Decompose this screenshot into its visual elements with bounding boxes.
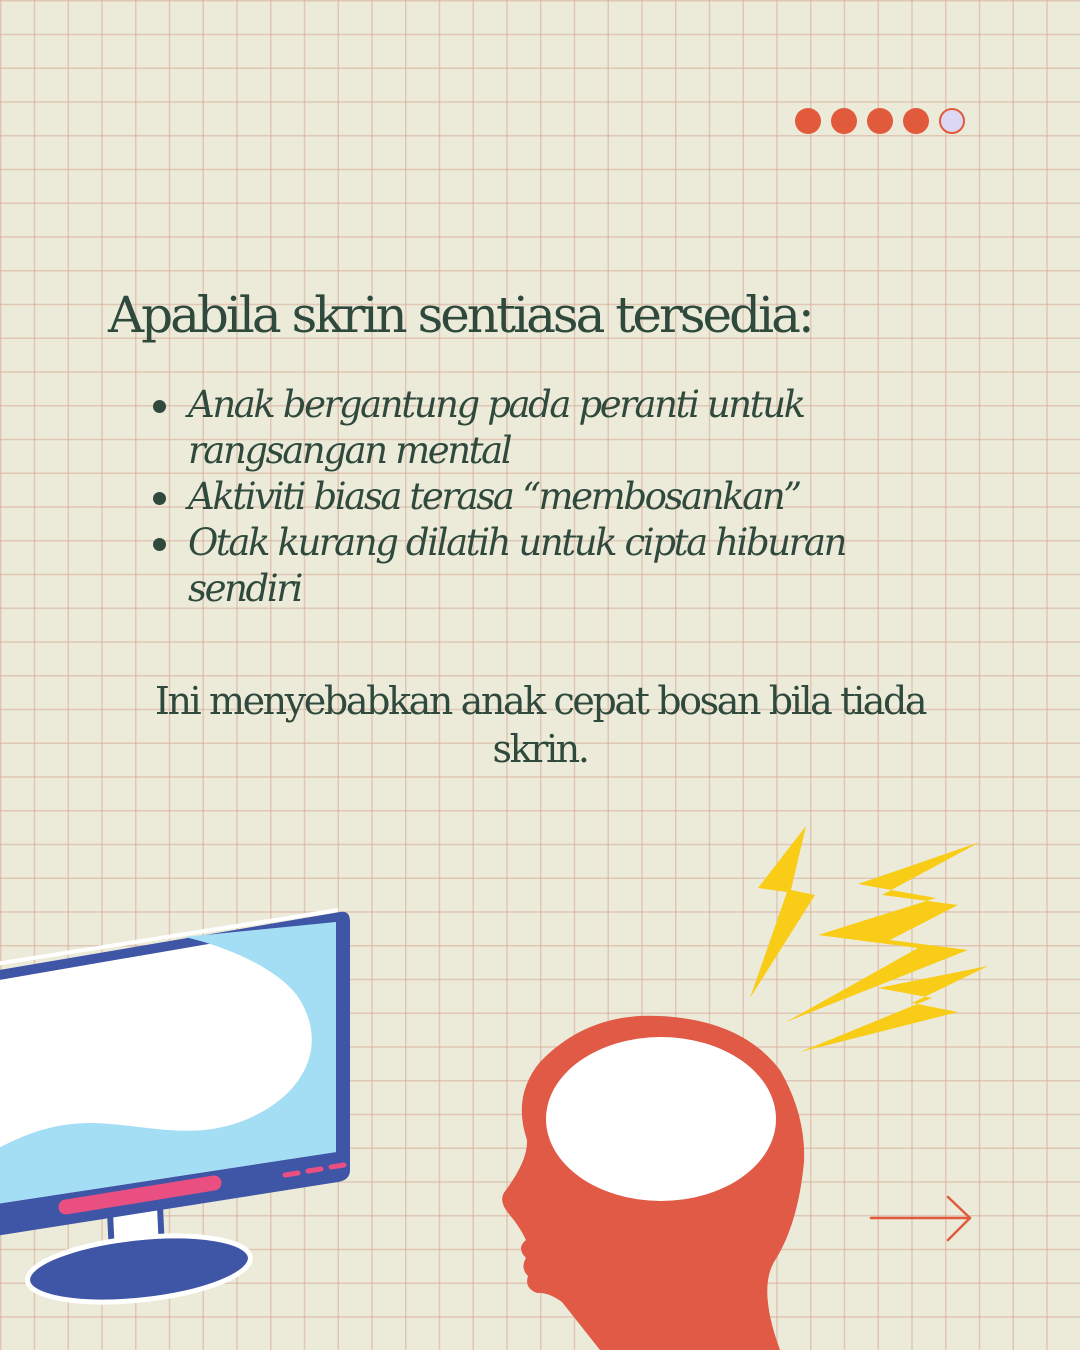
bullet-text: Otak kurang dilatih untuk cipta hiburan sendiri: [188, 521, 846, 610]
monitor-icon: [0, 910, 350, 1312]
slide-heading: Apabila skrin sentiasa tersedia:: [108, 286, 812, 344]
head-icon: [502, 1016, 804, 1350]
lightning-icon: [750, 826, 988, 1052]
bullet-text: Aktiviti biasa terasa “membosankan”: [188, 475, 800, 518]
bullet-text: Anak bergantung pada peranti untuk rangsangan mental: [188, 383, 804, 472]
conclusion-text: Ini menyebabkan anak cepat bosan bila tiada skrin.: [154, 679, 926, 771]
arrow-right-icon[interactable]: [871, 1197, 970, 1240]
